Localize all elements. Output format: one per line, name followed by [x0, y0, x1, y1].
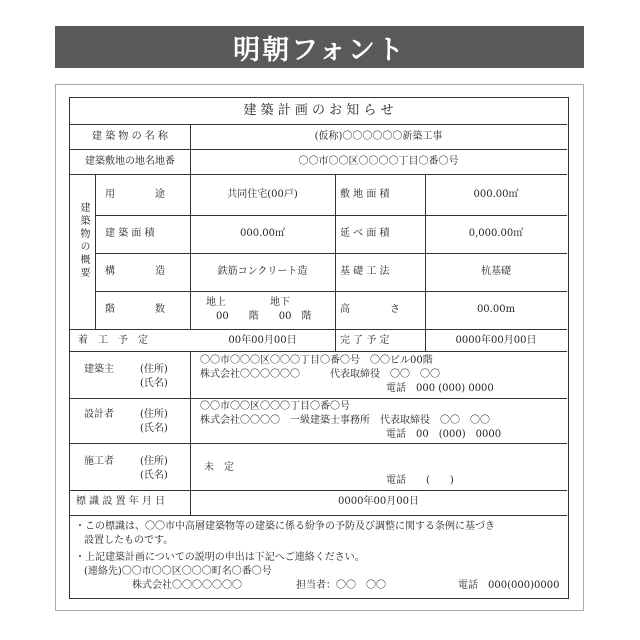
contractor-label: 施工者 [84, 456, 114, 467]
col-divider [190, 351, 191, 515]
finish-value: 0000年00月00日 [455, 335, 537, 346]
row-divider [95, 253, 567, 254]
contractor-phone: 電話 ( ) [386, 475, 454, 486]
contact-company: 株式会社〇〇〇〇〇〇〇 [132, 580, 242, 591]
designer-company: 株式会社〇〇〇〇 一級建築士事務所 代表取締役 〇〇 〇〇 [200, 415, 490, 426]
note-inquiry: ・上記建築計画についての説明の申出は下記へご連絡ください。 [75, 552, 365, 563]
start-value: 00年00月00日 [228, 335, 297, 346]
owner-addr-label: (住所) [140, 364, 168, 375]
row-divider [70, 329, 567, 330]
designer-address: 〇〇市〇〇区〇〇〇丁目〇番〇号 [200, 401, 350, 412]
row-divider [70, 174, 567, 175]
designer-label: 設計者 [84, 409, 114, 420]
building-area-value: 000.00㎡ [240, 228, 285, 239]
col-divider [95, 174, 96, 329]
banner-title: 明朝フォント [233, 34, 406, 66]
address-label: 建築敷地の地名地番 [85, 156, 175, 167]
contact-address: (連絡先)〇〇市〇〇区〇〇〇町名〇番〇号 [84, 566, 272, 577]
font-style-banner [55, 26, 584, 68]
foundation-label: 基 礎 工 法 [340, 266, 390, 277]
floor-area-value: 0,000.00㎡ [468, 228, 524, 239]
row-divider [95, 215, 567, 216]
contractor-status: 未 定 [204, 462, 234, 473]
floors-label: 階 数 [105, 304, 165, 315]
row-divider [70, 515, 567, 516]
designer-name-label: (氏名) [140, 423, 168, 434]
address-value: 〇〇市〇〇区〇〇〇〇丁目〇番〇号 [298, 156, 459, 167]
owner-company: 株式会社〇〇〇〇〇〇 代表取締役 〇〇 〇〇 [200, 369, 440, 380]
foundation-value: 杭基礎 [481, 266, 511, 277]
contractor-addr-label: (住所) [140, 456, 168, 467]
floors-value: 00 階 00 階 [216, 311, 312, 322]
owner-label: 建築主 [84, 364, 114, 375]
row-divider [70, 443, 567, 444]
floor-area-label: 延 べ 面 積 [340, 228, 390, 239]
posted-label: 標 識 設 置 年 月 日 [76, 496, 166, 507]
designer-addr-label: (住所) [140, 409, 168, 420]
col-divider [190, 124, 191, 329]
row-divider [70, 149, 567, 150]
finish-label: 完 了 予 定 [340, 335, 390, 346]
sign-title: 建 築 計 画 の お 知 ら せ [243, 103, 394, 118]
name-value: (仮称)〇〇〇〇〇〇新築工事 [314, 131, 443, 142]
note-ordinance: ・この標識は、〇〇市中高層建築物等の建築に係る紛争の予防及び調整に関する条例に基づき [75, 521, 495, 532]
contractor-name-label: (氏名) [140, 470, 168, 481]
height-label: 高 さ [340, 304, 400, 315]
start-label: 着 工 予 定 [78, 335, 148, 346]
site-area-label: 敷 地 面 積 [340, 189, 390, 200]
use-label: 用 途 [105, 189, 165, 200]
name-label: 建 築 物 の 名 称 [92, 131, 168, 142]
floors-below-label: 地下 [270, 297, 290, 308]
structure-value: 鉄筋コンクリート造 [217, 266, 308, 277]
site-area-value: 000.00㎡ [473, 189, 519, 200]
building-notice-sign [69, 97, 569, 599]
structure-label: 構 造 [105, 266, 165, 277]
building-area-label: 建 築 面 積 [105, 228, 155, 239]
row-divider [70, 124, 567, 125]
height-value: 00.00m [476, 304, 516, 315]
contact-phone: 電話 000(000)0000 [458, 580, 560, 591]
use-value: 共同住宅(00戸) [227, 189, 298, 200]
row-divider [70, 351, 567, 352]
col-divider [335, 174, 336, 351]
owner-phone: 電話 000 (000) 0000 [386, 383, 494, 394]
row-divider [70, 398, 567, 399]
contact-person: 担当者：〇〇 〇〇 [296, 580, 386, 591]
owner-name-label: (氏名) [140, 378, 168, 389]
designer-phone: 電話 00 (000) 0000 [386, 429, 502, 440]
note-ordinance-cont: 設置したものです。 [84, 535, 174, 546]
owner-address: 〇〇市〇〇〇区〇〇〇丁目〇番〇号 〇〇ビル00階 [200, 355, 433, 366]
row-divider [70, 490, 567, 491]
overview-label: 建築物の概要 [78, 202, 89, 280]
floors-above-label: 地上 [206, 297, 226, 308]
posted-value: 0000年00月00日 [338, 496, 419, 507]
row-divider [95, 291, 567, 292]
